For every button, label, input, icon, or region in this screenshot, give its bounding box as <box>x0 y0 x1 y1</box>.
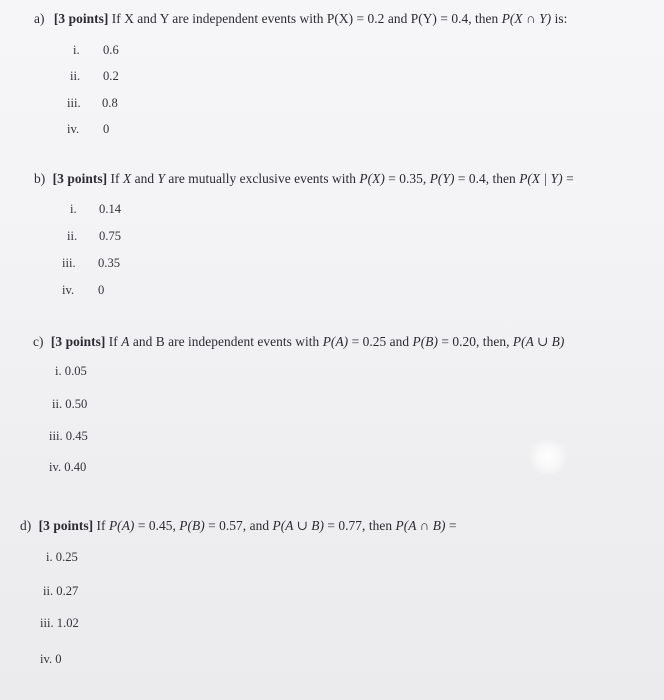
question-b-expression: P(X | Y) <box>519 171 563 186</box>
question-c-option-3: iii. 0.45 <box>49 429 88 443</box>
question-a-label: a) <box>34 11 45 26</box>
question-d-label: d) <box>20 518 32 533</box>
question-b-option-2: ii. 0.75 <box>67 229 122 243</box>
question-a-option-1: i. 0.6 <box>73 43 119 57</box>
question-d-option-3: iii. 1.02 <box>40 616 79 630</box>
question-a-expression: P(X ∩ Y) <box>501 11 552 26</box>
question-b-stem: b) [3 points] If X and Y are mutually exclusive events with P(X) = 0.35, P(Y) = 0.4, then P(X | Y) = <box>34 171 574 186</box>
question-a-option-4: iv. 0 <box>67 122 110 136</box>
question-a-stem: a) [3 points] If X and Y are independent events with P(X) = 0.2 and P(Y) = 0.4, then P(X ∩ Y) is: <box>34 11 568 26</box>
question-c-points: [3 points] <box>50 334 106 349</box>
question-b-label: b) <box>34 171 46 186</box>
question-c-label: c) <box>33 334 44 349</box>
question-a-points: [3 points] <box>53 11 109 26</box>
question-c-option-4: iv. 0.40 <box>49 460 87 474</box>
question-b-option-4: iv. 0 <box>62 283 105 297</box>
question-d-points: [3 points] <box>38 518 94 533</box>
question-c-stem: c) [3 points] If A and B are independent events with P(A) = 0.25 and P(B) = 0.20, then, P(A ∪ B) <box>33 334 565 349</box>
question-d-stem: d) [3 points] If P(A) = 0.45, P(B) = 0.57, and P(A ∪ B) = 0.77, then P(A ∩ B) = <box>20 518 457 533</box>
question-a-option-2: ii. 0.2 <box>70 69 119 83</box>
question-c-option-1: i. 0.05 <box>55 364 87 378</box>
question-d-option-4: iv. 0 <box>40 652 62 666</box>
question-a-option-3: iii. 0.8 <box>67 96 118 110</box>
question-c-option-2: ii. 0.50 <box>52 397 88 411</box>
question-d-option-1: i. 0.25 <box>46 550 78 564</box>
question-b-option-3: iii. 0.35 <box>62 256 121 270</box>
question-c-expression: P(A ∪ B) <box>512 334 565 349</box>
question-d-expression: P(A ∩ B) <box>395 518 446 533</box>
question-b-points: [3 points] <box>52 171 108 186</box>
question-d-option-2: ii. 0.27 <box>43 584 79 598</box>
question-b-option-1: i. 0.14 <box>70 202 122 216</box>
light-glare <box>528 440 568 474</box>
